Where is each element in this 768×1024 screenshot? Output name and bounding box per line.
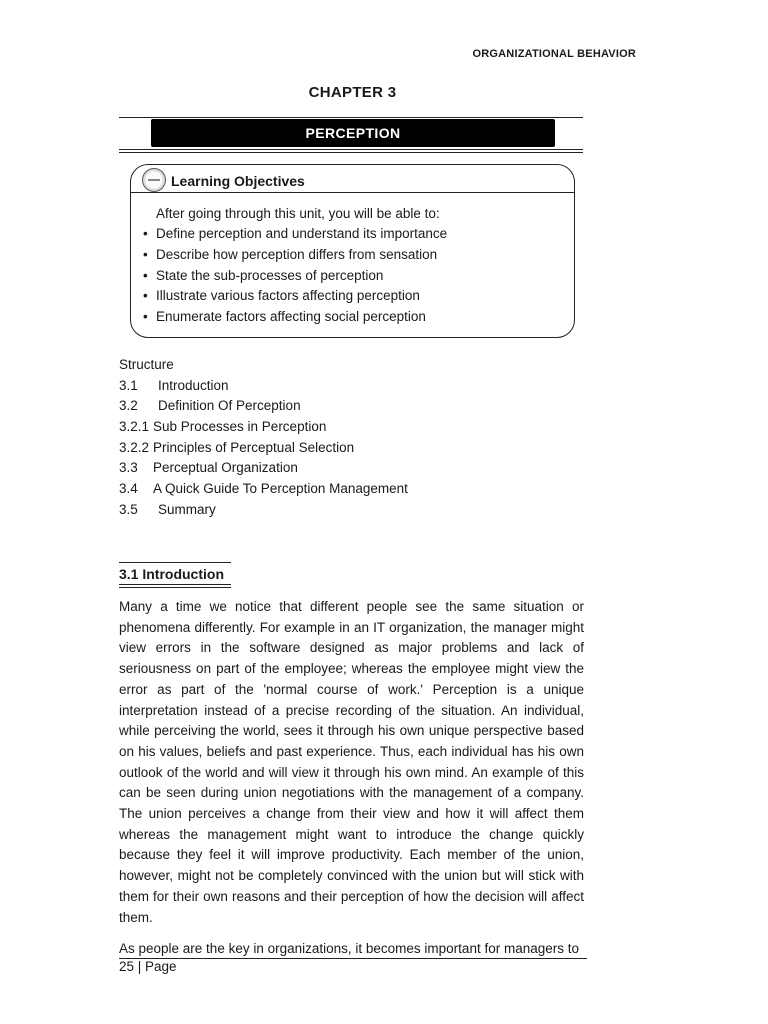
- structure-item: 3.3 Perceptual Organization: [119, 460, 298, 476]
- body-paragraph: Many a time we notice that different people see the same situation or phenomena differently. For example in an IT organization, the manager might view errors in the software designed as major problems and lack of seriousness on part of the employee; whereas the employee might view the error as part of the 'normal course of work.' Perception is a unique interpretation instead of a precise recording of the situation. An individual, while perceiving the world, sees it through his own unique perspective based on his values, beliefs and past experience. Thus, each individual has his own outlook of the world and will view it through his own mind. An example of this can be seen during union negotiations with the management of a company. The union perceives a change from their view and how it will affect them whereas the management might want to introduce the change quickly because they feel it will improve productivity. Each member of the union, however, might not be completely convinced with the union but will stick with them for their own reasons and their perception of how the decision will affect them.: [119, 599, 584, 925]
- double-rule: [119, 149, 583, 153]
- running-head: ORGANIZATIONAL BEHAVIOR: [472, 48, 636, 60]
- structure-item: 3.2.2 Principles of Perceptual Selection: [119, 439, 355, 455]
- objective-item: • Define perception and understand its importance: [143, 224, 447, 245]
- learning-objectives-title: Learning Objectives: [171, 173, 305, 189]
- section-heading: 3.1 Introduction: [119, 566, 224, 582]
- bullet-icon: •: [143, 226, 148, 241]
- page-number: 25 | Page: [119, 959, 177, 974]
- structure-item: 3.5 Summary: [119, 501, 216, 517]
- structure-item: 3.2 Definition Of Perception: [119, 398, 301, 414]
- structure-heading: Structure: [119, 357, 174, 372]
- footer-rule: [119, 958, 587, 959]
- objective-item: • Enumerate factors affecting social perception: [143, 307, 447, 328]
- objectives-icon: [142, 168, 166, 192]
- bullet-icon: •: [143, 267, 148, 283]
- section-bottom-rule: [119, 584, 231, 588]
- objective-item: • Describe how perception differs from sensation: [143, 245, 447, 266]
- structure-item: 3.4 A Quick Guide To Perception Management: [119, 481, 408, 497]
- body-paragraph-continued: As people are the key in organizations, it becomes important for managers to: [119, 941, 579, 956]
- bullet-icon: •: [143, 246, 148, 262]
- top-rule: [119, 117, 583, 118]
- bullet-icon: •: [143, 288, 148, 304]
- structure-item: 3.2.1 Sub Processes in Perception: [119, 419, 327, 435]
- structure-list: [119, 355, 408, 521]
- learning-objectives-list: [143, 224, 447, 328]
- structure-item: 3.1 Introduction: [119, 377, 229, 393]
- chapter-title: CHAPTER 3: [308, 84, 397, 101]
- chapter-banner: PERCEPTION: [151, 119, 555, 147]
- bullet-icon: •: [143, 309, 148, 325]
- section-top-rule: [119, 562, 231, 563]
- objective-item: • State the sub-processes of perception: [143, 266, 447, 287]
- objectives-title-rule: [131, 192, 574, 193]
- objective-item: • Illustrate various factors affecting perception: [143, 286, 447, 307]
- learning-objectives-intro: After going through this unit, you will be able to:: [156, 206, 440, 221]
